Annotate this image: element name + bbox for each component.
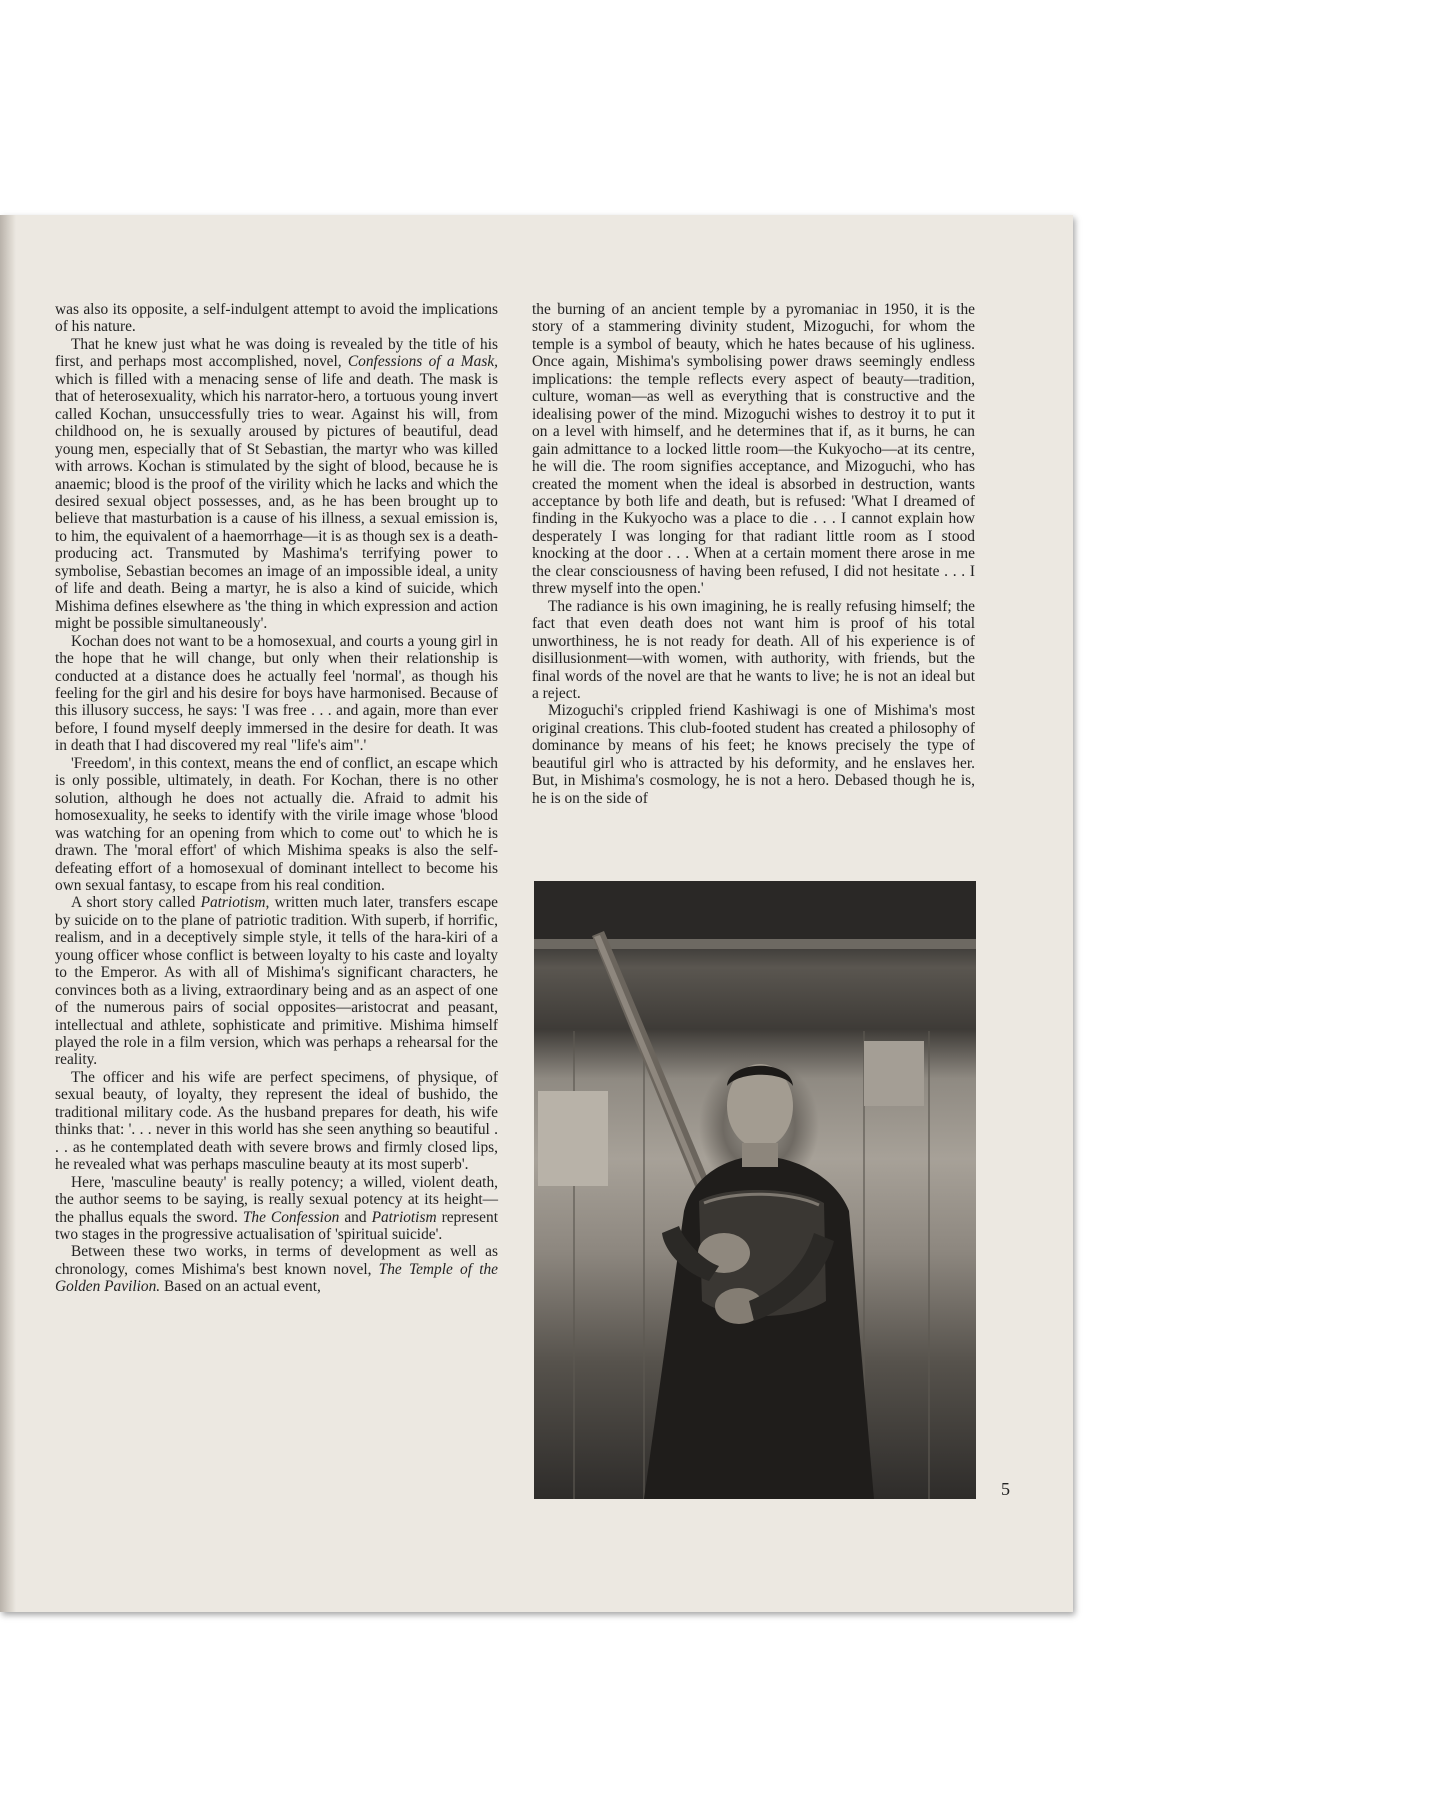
- page-spine-shadow: [0, 215, 16, 1612]
- neck: [742, 1143, 778, 1167]
- paragraph: the burning of an ancient temple by a pyromaniac in 1950, it is the story of a stammering divinity student, Mizoguchi, for whom the temple is a symbol of beauty, which he hates because of his ugliness. Once again, Mishima's symbolising power draws seemingly endless implications: the temple reflects every aspect of beauty—tradition, culture, woman—as well as everything that is constructive and the idealising power of the mind. Mizoguchi wishes to destroy it to put it on a level with himself, and he determines that if, as it burns, he can gain admittance to a locked little room—the Kukyocho—at its centre, he will die. The room signifies acceptance, and Mizoguchi, who has created the moment when the ideal is absorbed in destruction, wants acceptance by both life and death, but is refused: 'What I dreamed of finding in the Kukyocho was a place to die . . . I cannot explain how desperately I was longing for that radiant little room as I stood knocking at the door . . . When at a certain moment there arose in me the clear consciousness of having been refused, I did not hesitate . . . I threw myself into the open.': [532, 301, 975, 598]
- book-title: The Temple of the Golden Pavilion.: [55, 1260, 499, 1296]
- book-title: Confessions of a Mask,: [347, 353, 498, 371]
- paragraph: The officer and his wife are perfect specimens, of physique, of sexual beauty, of loyalty, they represent the ideal of bushido, the traditional military code. As the husband prepares for death, his wife thinks that: '. . . never in this world has she seen anything so beautiful . . . as he contemplated death with severe brows and firmly closed lips, he revealed what was perhaps masculine beauty at its most superb'.: [55, 1068, 498, 1174]
- book-title: The Confession: [242, 1208, 340, 1226]
- paragraph: was also its opposite, a self-indulgent attempt to avoid the implications of his nature.: [55, 301, 498, 336]
- paragraph: A short story called Patriotism, written much later, transfers escape by suicide on to the plane of patriotic tradition. With superb, if horrific, realism, and in a deceptively simple style, it tells of the hara-kiri of a young officer whose conflict is between loyalty to his caste and loyalty to the Emperor. As with all of Mishima's significant characters, he convinces both as a living, extraordinary being and as an aspect of one of the numerous pairs of social opposites—aristocrat and peasant, intellectual and athlete, sophisticate and primitive. Mishima himself played the role in a film version, which was perhaps a rehearsal for the reality.: [55, 894, 498, 1069]
- paragraph: Between these two works, in terms of development as well as chronology, comes Mishima's best known novel, The Temple of the Golden Pavilion. Based on an actual event,: [55, 1243, 499, 1296]
- story-title: Patriotism,: [200, 894, 270, 912]
- story-title: Patriotism: [371, 1208, 437, 1226]
- left-text-column: [55, 301, 498, 1296]
- magazine-page: [0, 215, 1073, 1612]
- paragraph: The radiance is his own imagining, he is really refusing himself; the fact that even death does not want him is proof of his total unworthiness, he is not ready for death. All of his experience is of disillusionment—with women, with authority, with friends, but the final words of the novel are that he wants to live; he is not an ideal but a reject.: [532, 597, 975, 702]
- ceiling-beam: [534, 881, 976, 939]
- paragraph: Here, 'masculine beauty' is really potency; a willed, violent death, the author seems to be saying, is really sexual potency at its height—the phallus equals the sword. The Confession and Patriotism represent two stages in the progressive actualisation of 'spiritual suicide'.: [55, 1173, 498, 1244]
- photo-illustration: [534, 881, 976, 1499]
- kendo-photograph: [534, 881, 976, 1499]
- wall-notice: [538, 1091, 608, 1186]
- paragraph: 'Freedom', in this context, means the end of conflict, an escape which is only possible, ultimately, in death. For Kochan, there is no other solution, although he does not actually die. Afraid to admit his homosexuality, he seeks to identify with the virile image whose 'blood was watching for an opening from which to come out' to which he is drawn. The 'moral effort' of which Mishima speaks is also the self-defeating effort of a homosexual of dominant intellect to become his own sexual fantasy, to escape from his real condition.: [55, 754, 498, 894]
- paragraph: Mizoguchi's crippled friend Kashiwagi is one of Mishima's most original creations. This club-footed student has created a philosophy of dominance by means of his feet; he knows precisely the type of beautiful girl who is attracted by his deformity, and he enslaves her. But, in Mishima's cosmology, he is not a hero. Debased though he is, he is on the side of: [532, 702, 975, 807]
- page-number: 5: [1001, 1479, 1010, 1499]
- paragraph: That he knew just what he was doing is revealed by the title of his first, and perhaps most accomplished, novel, Confessions of a Mask, which is filled with a menacing sense of life and death. The mask is that of heterosexuality, which his narrator-hero, a tortuous young invert called Kochan, unsuccessfully tries to wear. Against his will, from childhood on, he is sexually aroused by pictures of beautiful, dead young men, especially that of St Sebastian, the martyr who was killed with arrows. Kochan is stimulated by the sight of blood, because he is anaemic; blood is the proof of the virility which he lacks and which the desired sexual object possesses, and, as he has been brought up to believe that masturbation is a cause of his illness, a sexual emission is, to him, the equivalent of a haemorrhage—it is as though sex is a death-producing act. Transmuted by Mashima's terrifying power to symbolise, Sebastian becomes an image of an impossible ideal, a unity of life and death. Being a martyr, he is also a kind of suicide, which Mishima defines elsewhere as 'the thing in which expression and action might be possible simultaneously'.: [55, 335, 498, 633]
- right-text-column: [532, 301, 975, 807]
- wall-notice: [864, 1041, 924, 1106]
- paragraph: Kochan does not want to be a homosexual, and courts a young girl in the hope that he will change, but only when their relationship is conducted at a distance does he actually feel 'normal', as though his feeling for the girl and his desire for boys have harmonised. Because of this illusory success, he says: 'I was free . . . and again, more than ever before, I found myself deeply immersed in the desire for death. It was in death that I had discovered my real "life's aim".': [55, 632, 498, 755]
